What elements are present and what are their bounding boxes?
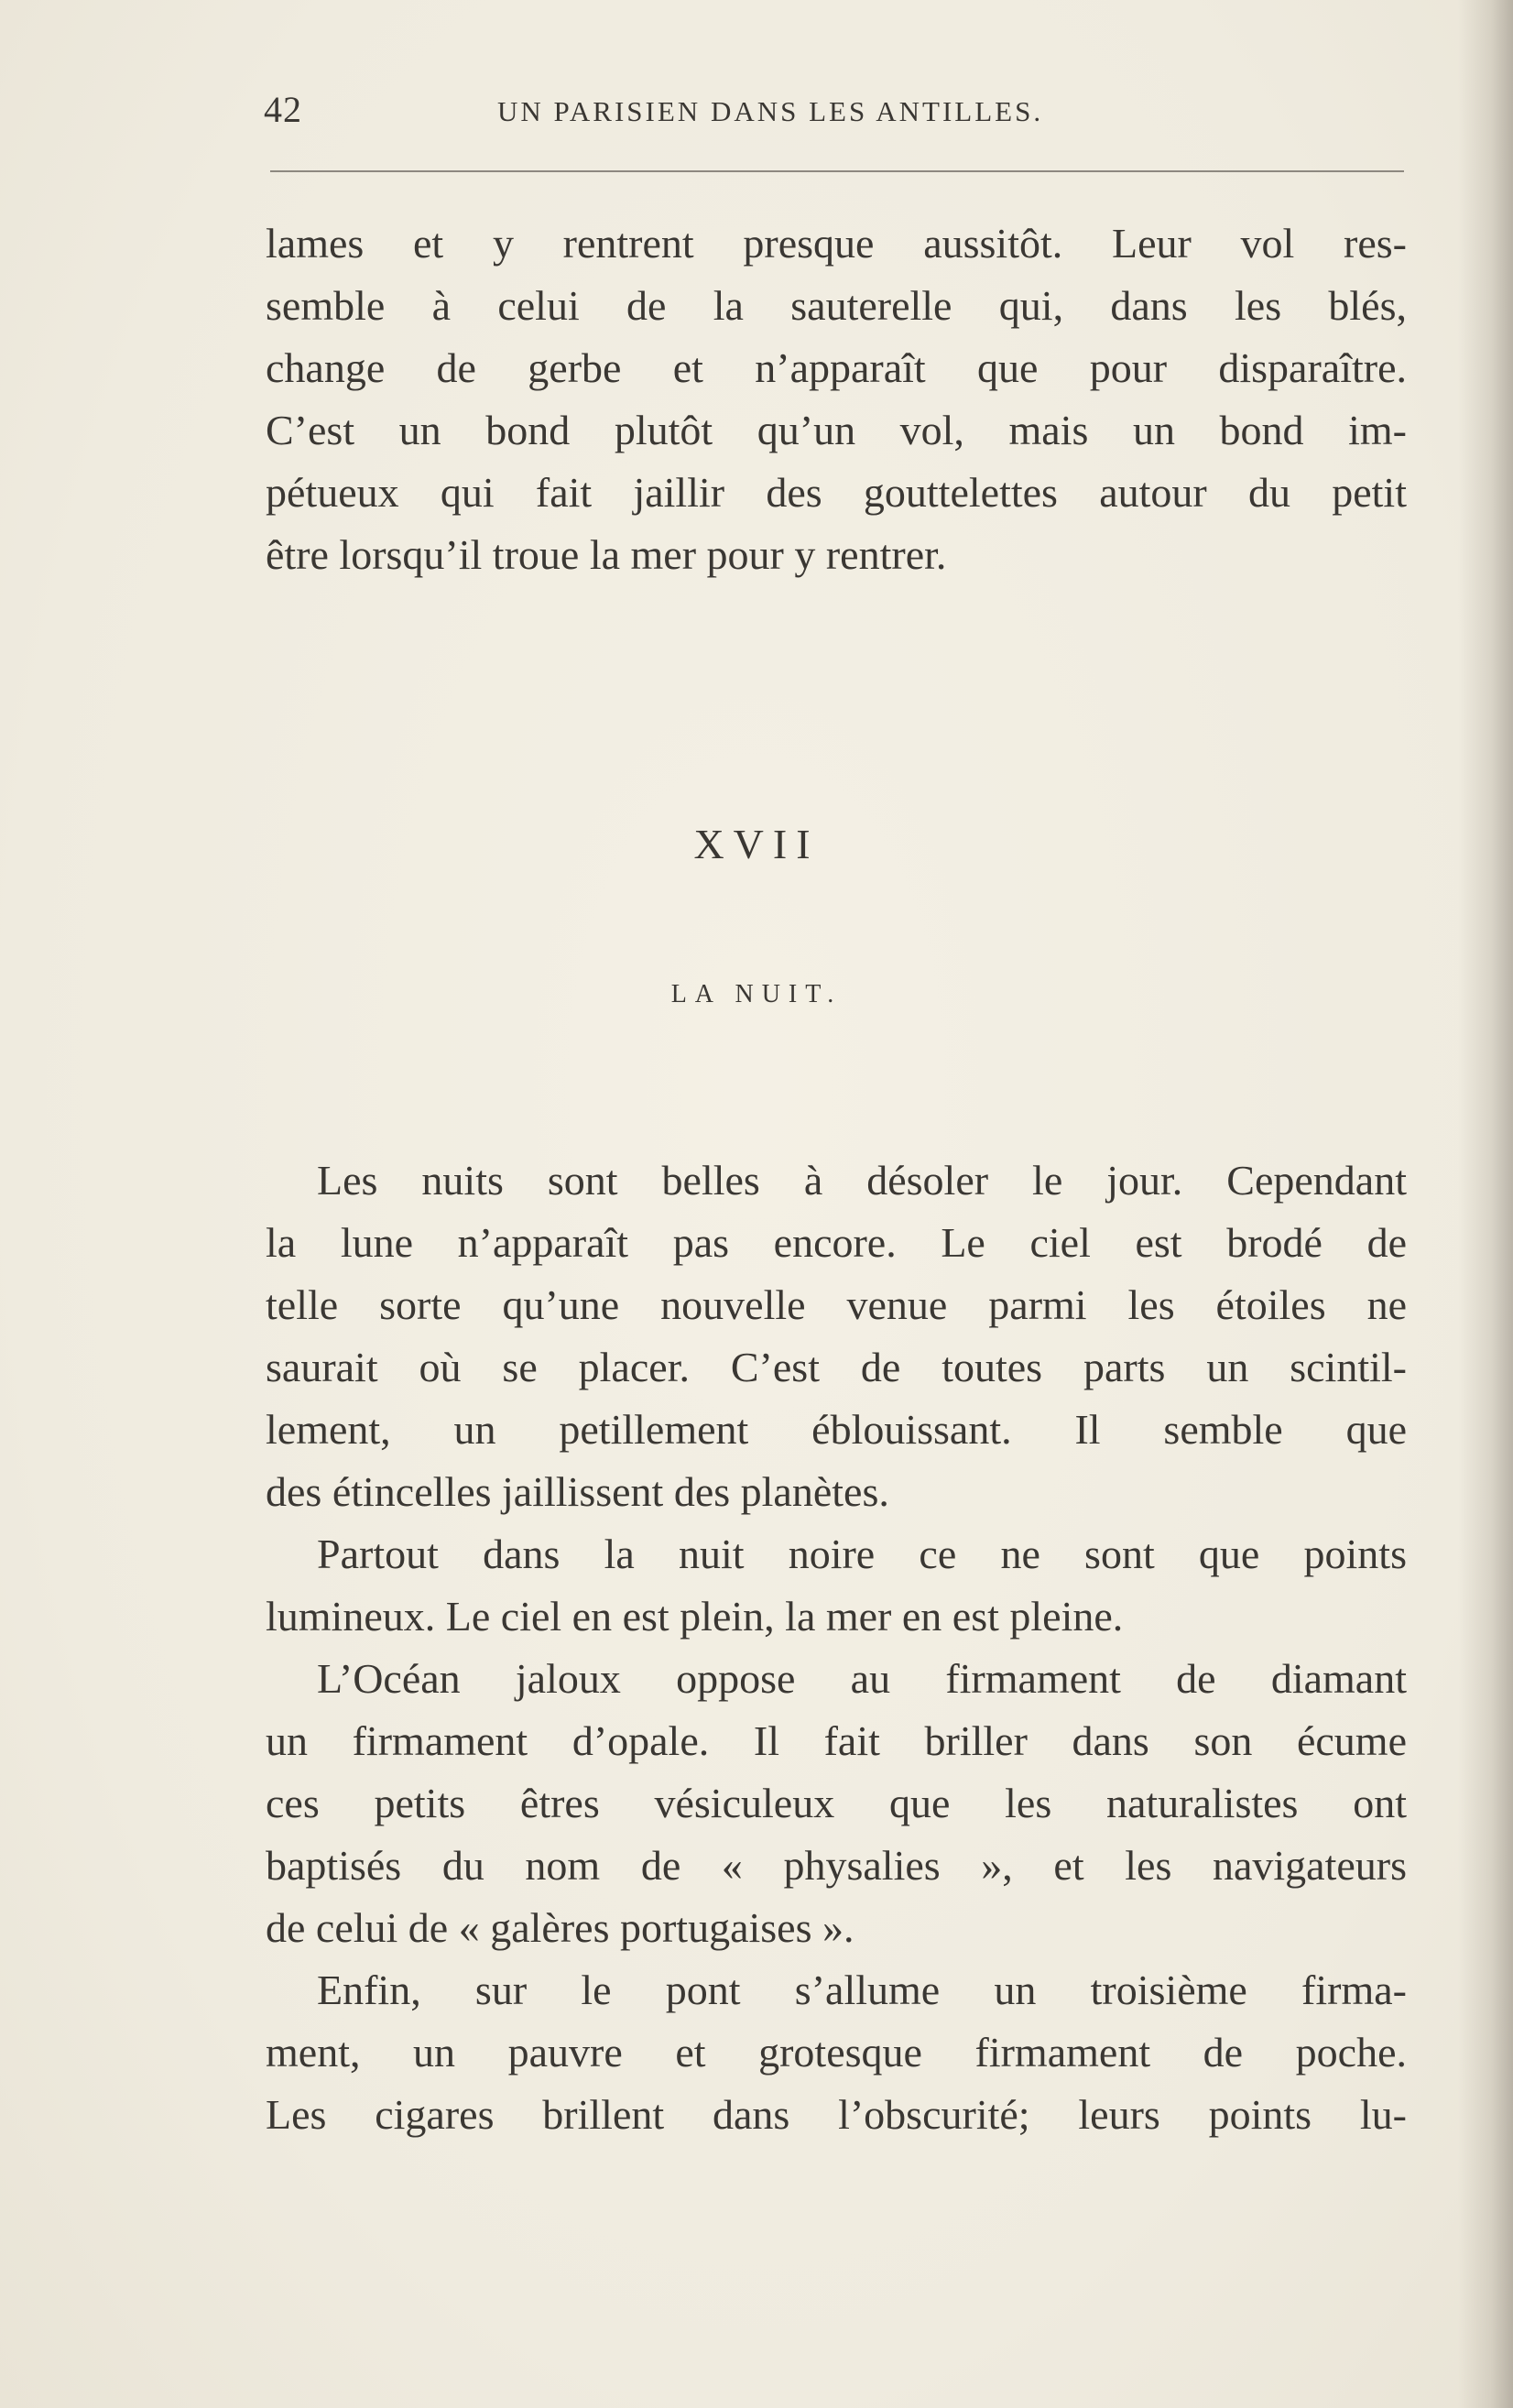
text-line: lumineux. Le ciel en est plein, la mer en est pleine. (266, 1593, 1124, 1640)
text-line: des étincelles jaillissent des planètes. (266, 1468, 889, 1515)
text-line: un firmament d’opale. Il fait briller dans son écume (266, 1717, 1407, 1764)
text-line: change de gerbe et n’apparaît que pour disparaître. (266, 344, 1407, 391)
paragraph (266, 1959, 1407, 2146)
text-line: C’est un bond plutôt qu’un vol, mais un bond im- (266, 407, 1407, 453)
text-line: Les cigares brillent dans l’obscurité; leurs points lu- (266, 2091, 1407, 2138)
running-title: UN PARISIEN DANS LES ANTILLES. (497, 95, 1044, 127)
paragraph (266, 1150, 1407, 1523)
chapter-title: LA NUIT. (670, 980, 843, 1008)
text-line: pétueux qui fait jaillir des gouttelettes autour du petit (266, 469, 1407, 516)
chapter-body (266, 1150, 1407, 2146)
running-head (264, 88, 1409, 134)
paragraph (266, 1523, 1407, 1648)
text-line: être lorsqu’il troue la mer pour y rentrer. (266, 531, 947, 578)
text-line: la lune n’apparaît pas encore. Le ciel est brodé de (266, 1219, 1407, 1266)
text-line: lames et y rentrent presque aussitôt. Leur vol res- (266, 220, 1407, 267)
text-line: ces petits êtres vésiculeux que les naturalistes ont (266, 1780, 1407, 1826)
text-line: Les nuits sont belles à désoler le jour. Cependant (317, 1157, 1407, 1204)
text-line: L’Océan jaloux oppose au firmament de diamant (317, 1655, 1407, 1702)
text-line: de celui de « galères portugaises ». (266, 1904, 854, 1951)
text-line: saurait où se placer. C’est de toutes parts un scintil- (266, 1344, 1407, 1390)
text-line: ment, un pauvre et grotesque firmament de poche. (266, 2029, 1407, 2076)
gutter-shadow (1458, 0, 1513, 2408)
text-line: semble à celui de la sauterelle qui, dans les blés, (266, 282, 1407, 329)
text-line: telle sorte qu’une nouvelle venue parmi les étoiles ne (266, 1281, 1407, 1328)
header-rule (270, 170, 1404, 172)
text-line: lement, un petillement éblouissant. Il semble que (266, 1406, 1407, 1453)
text-line: Enfin, sur le pont s’allume un troisième firma- (317, 1967, 1407, 2013)
page-number: 42 (264, 89, 302, 130)
text-line: baptisés du nom de « physalies », et les navigateurs (266, 1842, 1407, 1889)
text-line: Partout dans la nuit noire ce ne sont que points (317, 1531, 1407, 1577)
chapter-number: XVII (693, 821, 820, 867)
paragraph (266, 1648, 1407, 1959)
paragraph (266, 212, 1407, 586)
continuation-paragraph (266, 212, 1407, 586)
